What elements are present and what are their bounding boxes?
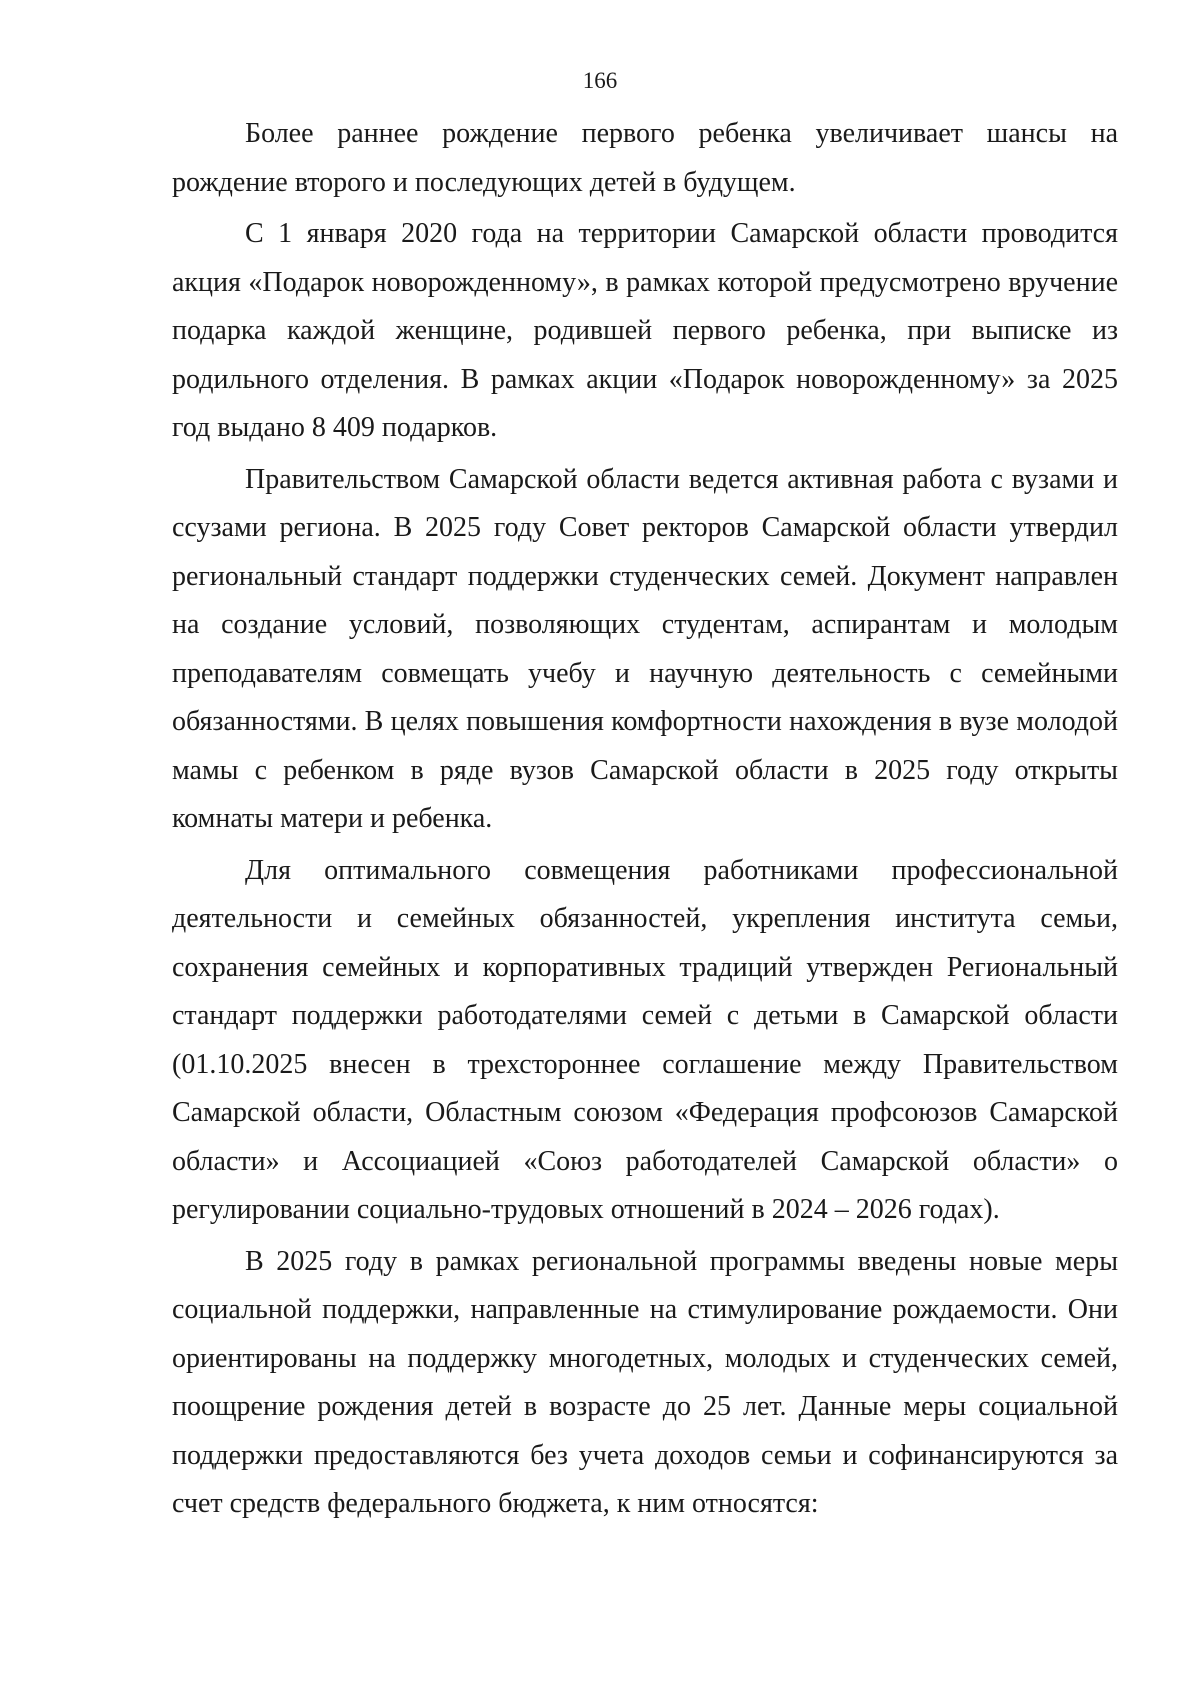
body-text (172, 110, 1118, 1532)
paragraph-first-child-chances: Более раннее рождение первого ребенка увеличивает шансы на рождение второго и последующих детей в будущем. (172, 118, 1118, 198)
paragraph-employer-support-standard: Для оптимального совмещения работниками профессиональной деятельности и семейных обязанностей, укрепления института семьи, сохранения семейных и корпоративных традиций утвержден Региональный стандарт поддержки работодателями семей с детьми в Самарской области (01.10.2025 внесен в трехстороннее соглашение между Правительством Самарской области, Областным союзом «Федерация профсоюзов Самарской области» и Ассоциацией «Союз работодателей Самарской области» о регулировании социально-трудовых отношений в 2024 – 2026 годах). (172, 854, 1118, 1225)
paragraph-newborn-gift-campaign: С 1 января 2020 года на территории Самарской области проводится акция «Подарок новорожденному», в рамках которой предусмотрено вручение подарка каждой женщине, родившей первого ребенка, при выписке из родильного отделения. В рамках акции «Подарок новорожденному» за 2025 год выдано 8 409 подарков. (172, 218, 1118, 443)
page-number: 166 (582, 68, 618, 93)
paragraph-student-families-standard: Правительством Самарской области ведется активная работа с вузами и ссузами региона. В 2025 году Совет ректоров Самарской области утвердил региональный стандарт поддержки студенческих семей. Документ направлен на создание условий, позволяющих студентам, аспирантам и молодым преподавателям совмещать учебу и научную деятельность с семейными обязанностями. В целях повышения комфортности нахождения в вузе молодой мамы с ребенком в ряде вузов Самарской области в 2025 году открыты комнаты матери и ребенка. (172, 463, 1118, 834)
paragraph-new-support-measures: В 2025 году в рамках региональной программы введены новые меры социальной поддержки, направленные на стимулирование рождаемости. Они ориентированы на поддержку многодетных, молодых и студенческих семей, поощрение рождения детей в возрасте до 25 лет. Данные меры социальной поддержки предоставляются без учета доходов семьи и софинансируются за счет средств федерального бюджета, к ним относятся: (172, 1245, 1118, 1519)
